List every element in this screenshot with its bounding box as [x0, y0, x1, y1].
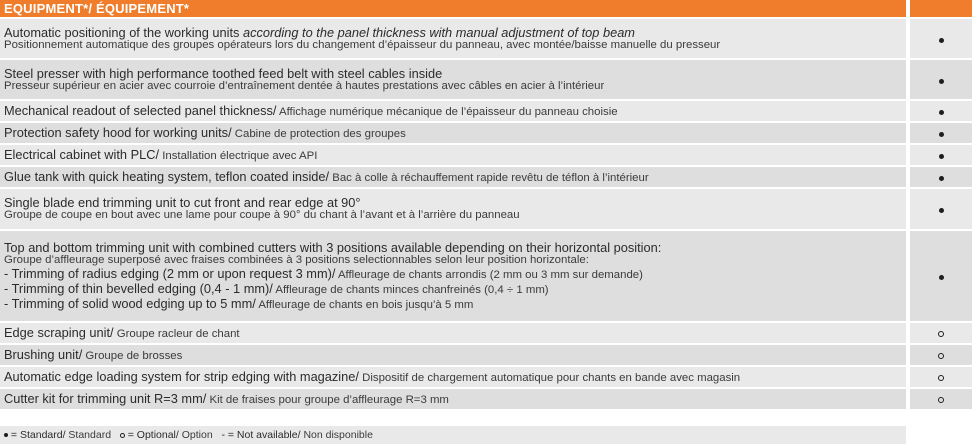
row-fr-text: Groupe de brosses [82, 349, 183, 362]
not-available-symbol: - [221, 429, 225, 441]
standard-mark [910, 167, 972, 187]
table-header-row [0, 0, 972, 17]
row-en-text: Brushing unit/ [4, 346, 83, 362]
list-item [4, 282, 902, 297]
legend-optional-fr: Option [178, 429, 213, 441]
row-description [0, 167, 906, 187]
item-en-text: - Trimming of solid wood edging up to 5 mm/ [4, 295, 256, 311]
item-fr-text: Affleurage de chants en bois jusqu’à 5 mm [255, 298, 474, 311]
table-row [0, 367, 972, 387]
optional-circle-icon [938, 375, 944, 381]
row-en-text: Cutter kit for trimming unit R=3 mm/ [4, 390, 207, 406]
row-description [0, 323, 906, 343]
row-fr-text: Presseur supérieur en acier avec courroie d’entraînement dentée à hautes prestations avec câbles en acier à l’intérieur [4, 79, 605, 92]
standard-dot-icon [939, 176, 944, 181]
table-row [0, 389, 972, 409]
row-fr-text: Groupe racleur de chant [113, 327, 240, 340]
optional-mark [910, 389, 972, 409]
standard-mark [910, 189, 972, 229]
row-en-text: Protection safety hood for working units/ [4, 124, 232, 140]
standard-dot-icon [939, 208, 944, 213]
item-en-text: - Trimming of radius edging (2 mm or upon request 3 mm)/ [4, 265, 336, 281]
row-fr-text: Affichage numérique mécanique de l’épaisseur du panneau choisie [276, 105, 618, 118]
optional-mark [910, 345, 972, 365]
row-fr-text: Groupe d’affleurage superposé avec fraises combinées à 3 positions selectionnables selon leur position horizontale: [4, 253, 589, 266]
row-fr-text: Groupe de coupe en bout avec une lame pour coupe à 90° du chant à l’avant et à l’arrière du panneau [4, 209, 520, 221]
row-description [0, 123, 906, 143]
table-row [0, 189, 972, 229]
table-row [0, 145, 972, 165]
legend-standard-en: = Standard/ [8, 429, 66, 441]
table-row [0, 101, 972, 121]
row-fr-text: Bac à colle à réchauffement rapide revêtu de téflon à l’intérieur [329, 171, 649, 184]
row-description [0, 389, 906, 409]
item-fr-text: Affleurage de chants arrondis (2 mm ou 3 mm sur demande) [335, 268, 643, 281]
row-en-italic: according to the panel thickness with manual adjustment of top beam [243, 24, 635, 40]
row-fr-text: Cabine de protection des groupes [231, 127, 406, 140]
row-en-text: Glue tank with quick heating system, teflon coated inside/ [4, 168, 330, 184]
row-en-text: Mechanical readout of selected panel thickness/ [4, 102, 277, 118]
row-en-text: Single blade end trimming unit to cut front and rear edge at 90° [4, 195, 361, 210]
optional-circle-icon [938, 353, 944, 359]
standard-mark [910, 123, 972, 143]
row-description [0, 19, 906, 58]
optional-mark [910, 367, 972, 387]
row-description [0, 231, 906, 321]
row-en-text: Electrical cabinet with PLC/ [4, 146, 160, 162]
row-description [0, 145, 906, 165]
standard-mark [910, 145, 972, 165]
standard-dot-icon [939, 275, 944, 280]
row-description [0, 60, 906, 99]
standard-dot-icon [939, 132, 944, 137]
legend-optional-en: = Optional/ [124, 429, 179, 441]
row-en-text [4, 26, 902, 39]
standard-dot-icon [939, 38, 944, 43]
row-fr-text: Installation électrique avec API [159, 149, 318, 162]
optional-circle-icon [938, 331, 944, 337]
row-en-text: Edge scraping unit/ [4, 324, 114, 340]
optional-mark [910, 323, 972, 343]
standard-mark [910, 231, 972, 321]
legend-standard-fr: Standard [65, 429, 112, 441]
row-fr-text: Kit de fraises pour groupe d’affleurage R=3 mm [206, 393, 449, 406]
row-description [0, 101, 906, 121]
standard-mark [910, 101, 972, 121]
table-row [0, 323, 972, 343]
standard-mark [910, 60, 972, 99]
item-fr-text: Affleurage de chants minces chanfreinés (0,4 ÷ 1 mm) [272, 283, 549, 296]
table-row [0, 231, 972, 321]
table-row [0, 60, 972, 99]
table-title: EQUIPMENT*/ ÉQUIPEMENT* [0, 0, 906, 17]
standard-dot-icon [939, 79, 944, 84]
row-description [0, 367, 906, 387]
row-en-plain: Automatic positioning of the working units [4, 24, 244, 40]
table-row [0, 19, 972, 58]
row-description [0, 189, 906, 229]
optional-circle-icon [938, 397, 944, 403]
legend [0, 426, 906, 444]
item-en-text: - Trimming of thin bevelled edging (0,4 - 1 mm)/ [4, 280, 273, 296]
table-row [0, 167, 972, 187]
table-row [0, 123, 972, 143]
standard-dot-icon [939, 110, 944, 115]
header-mark-cell [910, 0, 972, 17]
legend-na-fr: Non disponible [300, 429, 373, 441]
row-en-text: Steel presser with high performance toothed feed belt with steel cables inside [4, 65, 443, 81]
standard-dot-icon [939, 154, 944, 159]
standard-mark [910, 19, 972, 58]
table-row [0, 345, 972, 365]
row-en-text: Top and bottom trimming unit with combined cutters with 3 positions available depending on their horizontal position: [4, 239, 662, 255]
legend-na-en: = Not available/ [224, 429, 301, 441]
list-item [4, 297, 902, 312]
row-fr-text: Dispositif de chargement automatique pour chants en bande avec magasin [358, 371, 741, 384]
row-fr-text: Positionnement automatique des groupes opérateurs lors du changement d’épaisseur du panneau, avec montée/baisse manuelle du presseur [4, 38, 721, 51]
list-item [4, 267, 902, 282]
row-en-text: Automatic edge loading system for strip edging with magazine/ [4, 368, 359, 384]
row-description [0, 345, 906, 365]
